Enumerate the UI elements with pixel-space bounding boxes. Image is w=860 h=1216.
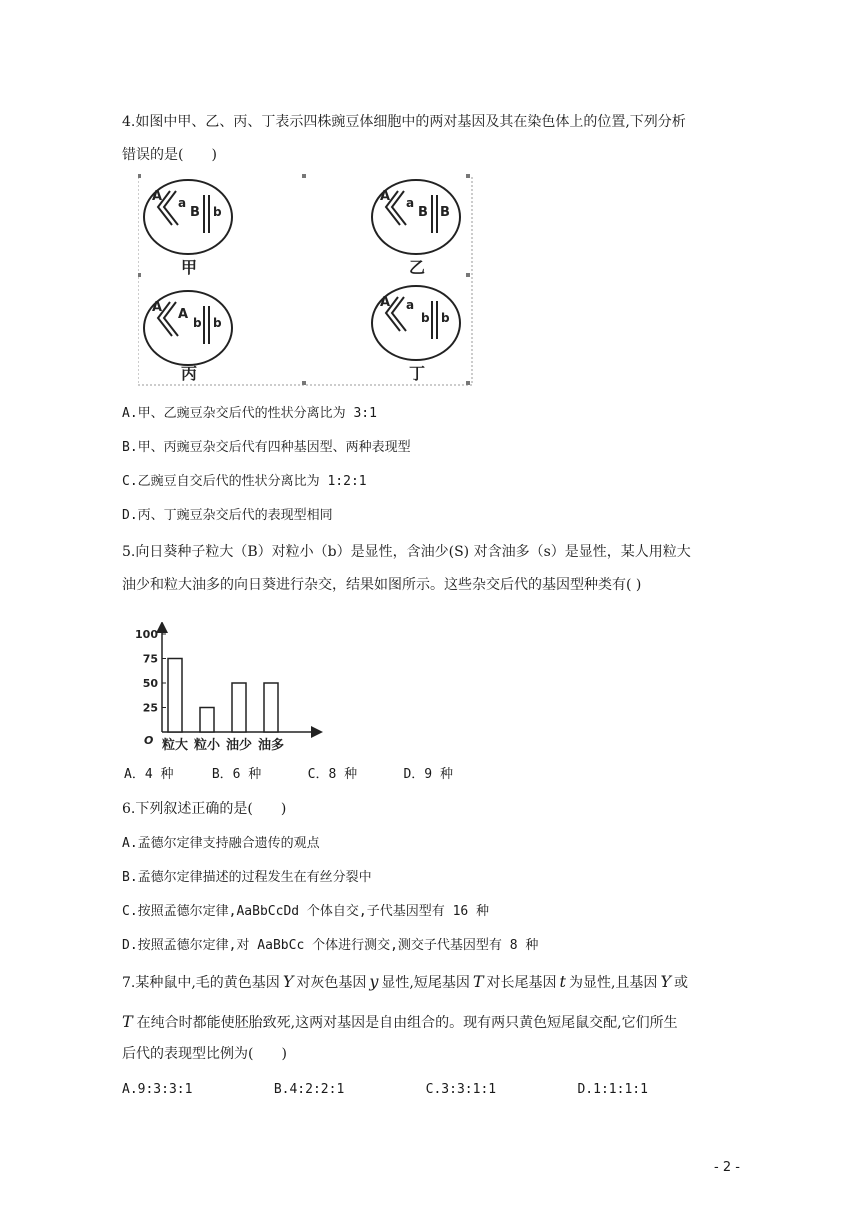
y-tick-label: 50 [142,677,158,690]
page-number: - 2 - [714,1160,740,1175]
q5-option-c: C．8 种 [307,767,358,782]
q7-option-d: D.1:1:1:1 [577,1082,648,1097]
cell-label-bing: 丙 [181,364,198,383]
q6-stem: 6.下列叙述正确的是( ) [122,801,287,817]
gene-label: A [380,189,391,204]
cell-label-yi: 乙 [409,258,426,277]
gene-label: B [418,205,428,220]
q7-gene-symbol: Y [282,972,294,991]
q7-text: 7.某种鼠中,毛的黄色基因 [122,975,280,991]
gene-label: b [193,316,202,330]
gene-label: b [213,205,222,219]
q7-option-c: C.3:3:1:1 [425,1082,497,1097]
gene-label: b [421,311,430,325]
cell-label-ding: 丁 [409,364,426,383]
q4-stem-line2: 错误的是( ) [122,147,217,163]
bar-2 [232,683,246,732]
q7-stem-line1 [122,972,688,993]
q7-text: 为显性,且基因 [568,975,658,991]
gene-label: a [406,298,415,312]
q6-option-a: A.孟德尔定律支持融合遗传的观点 [122,836,320,851]
gene-label: B [440,205,450,220]
cell-ding [372,286,460,383]
q7-stem-line2 [122,1012,678,1033]
q7-option-a: A.9:3:3:1 [122,1082,193,1097]
gene-label: A [178,307,189,322]
bar-0 [168,659,182,733]
q7-text: 或 [674,975,688,991]
q4-option-b: B.甲、丙豌豆杂交后代有四种基因型、两种表现型 [122,440,411,455]
q7-text: 对灰色基因 [296,975,367,991]
x-category-label: 粒大 [161,738,189,753]
x-category-label: 油少 [225,738,253,753]
q7-text: 显性,短尾基因 [381,975,470,991]
gene-label: A [152,300,163,315]
q7-gene-symbol: t [559,972,566,991]
q6-option-d: D.按照孟德尔定律,对 AaBbCc 个体进行测交,测交子代基因型有 8 种 [122,938,539,953]
q5-stem-line2: 油少和粒大油多的向日葵进行杂交，结果如图所示。这些杂交后代的基因型种类有( ) [122,577,642,593]
q4-stem-line1: 4.如图中甲、乙、丙、丁表示四株豌豆体细胞中的两对基因及其在染色体上的位置,下列分析 [122,114,686,130]
bar-1 [200,708,214,733]
q7-text: 对长尾基因 [486,975,557,991]
gene-label: b [213,316,222,330]
gene-label: b [441,311,450,325]
y-tick-label: 25 [142,701,158,715]
cell-bing [144,291,232,383]
q7-option-b: B.4:2:2:1 [273,1082,345,1097]
cell-jia [144,180,232,277]
q4-option-c: C.乙豌豆自交后代的性状分离比为 1:2:1 [122,474,367,489]
x-category-label: 粒小 [193,738,221,753]
gene-label: a [178,196,187,210]
q5-option-d: D．9 种 [403,767,453,782]
gene-label: A [380,295,391,310]
q6-option-c: C.按照孟德尔定律,AaBbCcDd 个体自交,子代基因型有 16 种 [122,904,490,919]
q5-option-b: B．6 种 [211,767,262,782]
q7-text: 在纯合时都能使胚胎致死,这两对基因是自由组合的。现有两只黄色短尾鼠交配,它们所生 [136,1015,678,1031]
origin-label: O [144,734,154,747]
q6-option-b: B.孟德尔定律描述的过程发生在有丝分裂中 [122,870,372,885]
gene-label: B [190,205,200,220]
y-tick-label: 100 [135,628,158,641]
q7-gene-symbol: T [122,1012,133,1031]
gene-label: a [406,196,415,210]
q7-options [122,1080,677,1100]
y-tick-label: 75 [142,652,158,666]
q7-gene-symbol: y [369,972,379,991]
q7-gene-symbol: T [472,972,484,991]
cell-yi [372,180,460,277]
bar-3 [264,683,278,732]
q5-stem-line1: 5.向日葵种子粒大（B）对粒小（b）是显性，含油少(S) 对含油多（s）是显性，某人用粒大 [122,544,691,560]
q5-option-a: A．4 种 [124,767,174,782]
x-category-label: 油多 [257,738,285,753]
cell-label-jia: 甲 [181,258,198,277]
q5-options [124,765,483,785]
q4-option-a: A.甲、乙豌豆杂交后代的性状分离比为 3:1 [122,406,377,421]
chromosome-figure [138,173,474,388]
q7-stem-line3: 后代的表现型比例为( ) [122,1046,287,1062]
q4-option-d: D.丙、丁豌豆杂交后代的表现型相同 [122,508,333,523]
bar-chart [124,622,324,754]
gene-label: A [152,189,163,204]
q7-gene-symbol: Y [660,972,671,991]
